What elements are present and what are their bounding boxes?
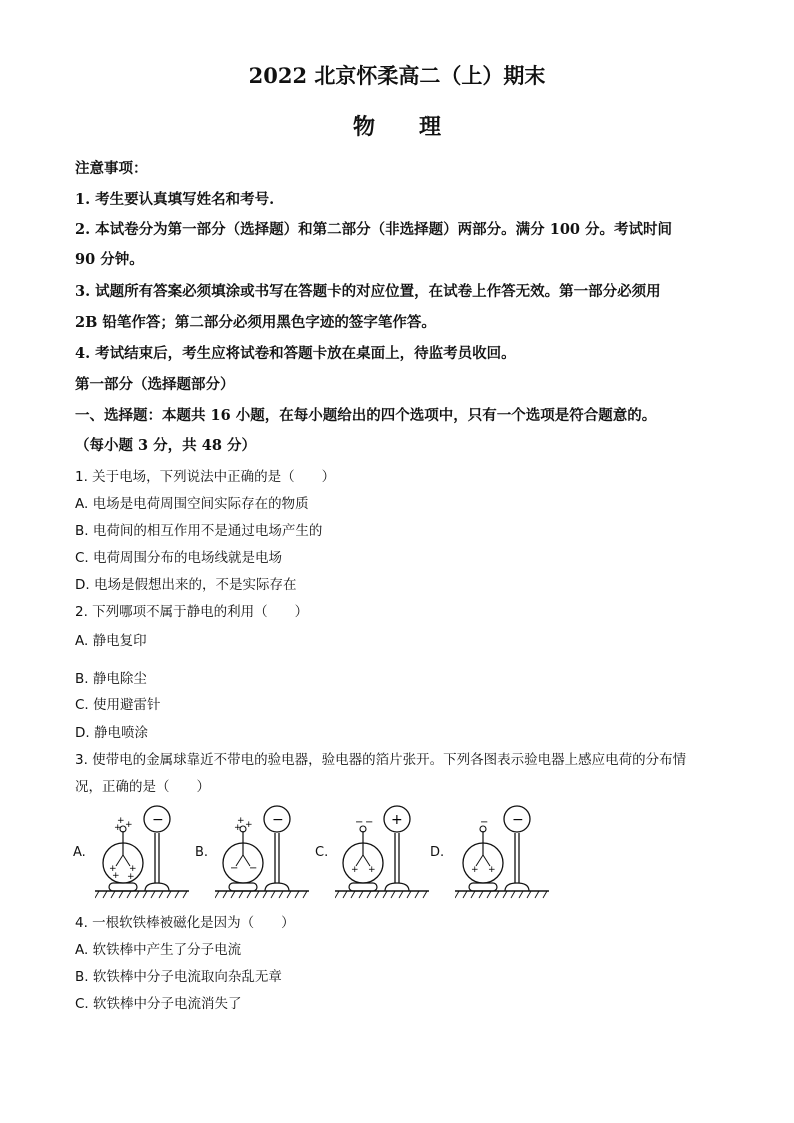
- svg-text:+: +: [488, 865, 496, 875]
- svg-text:+: +: [125, 820, 133, 830]
- svg-text:+: +: [368, 865, 376, 875]
- ball-charge-sign: −: [272, 812, 284, 828]
- figure-label-c: C.: [315, 845, 329, 860]
- electroscope-figure-b: [215, 803, 315, 907]
- notice-item: 1. 考生要认真填写姓名和考号.: [75, 191, 275, 208]
- option-c: C. 使用避雷针: [75, 697, 161, 713]
- notice-item: 90 分钟。: [75, 251, 144, 268]
- svg-text:+: +: [351, 865, 359, 875]
- svg-text:+: +: [234, 823, 242, 833]
- electroscope-figure-c: [335, 803, 435, 907]
- electroscope-figure-a: [95, 803, 195, 907]
- question-stem: 3. 使带电的金属球靠近不带电的验电器，验电器的箔片张开。下列各图表示验电器上感应电荷的分布情: [75, 752, 687, 768]
- ball-charge-sign: +: [391, 812, 403, 828]
- svg-text:−: −: [365, 817, 374, 828]
- question-stem: 2. 下列哪项不属于静电的利用（ ）: [75, 604, 309, 620]
- option-b: B. 静电除尘: [75, 671, 147, 687]
- notice-item: 4. 考试结束后，考生应将试卷和答题卡放在桌面上，待监考员收回。: [75, 345, 516, 362]
- notice-item: 3. 试题所有答案必须填涂或书写在答题卡的对应位置，在试卷上作答无效。第一部分必须用: [75, 283, 661, 300]
- svg-text:+: +: [112, 871, 120, 881]
- figure-label-a: A.: [73, 845, 86, 860]
- svg-text:+: +: [109, 864, 117, 874]
- option-b: B. 电荷间的相互作用不是通过电场产生的: [75, 523, 323, 539]
- svg-text:+: +: [129, 864, 137, 874]
- svg-text:+: +: [114, 823, 122, 833]
- exam-title: 2022 北京怀柔高二（上）期末: [248, 63, 546, 88]
- ball-charge-sign: −: [152, 812, 164, 828]
- question-stem: 4. 一根软铁棒被磁化是因为（ ）: [75, 915, 295, 931]
- svg-text:+: +: [237, 816, 245, 826]
- svg-text:+: +: [245, 820, 253, 830]
- notice-item: 2B 铅笔作答；第二部分必须用黑色字迹的签字笔作答。: [75, 314, 436, 331]
- svg-text:−: −: [480, 817, 489, 828]
- option-d: D. 电场是假想出来的，不是实际存在: [75, 577, 297, 593]
- svg-text:−: −: [355, 817, 364, 828]
- question-stem: 1. 关于电场，下列说法中正确的是（ ）: [75, 469, 336, 485]
- ball-charge-sign: −: [512, 812, 524, 828]
- option-d: D. 静电喷涂: [75, 725, 148, 741]
- svg-text:+: +: [127, 872, 135, 882]
- svg-text:−: −: [230, 863, 239, 874]
- option-a: A. 电场是电荷周围空间实际存在的物质: [75, 496, 309, 512]
- electroscope-figure-d: [455, 803, 555, 907]
- svg-text:−: −: [249, 863, 258, 874]
- option-c: C. 电荷周围分布的电场线就是电场: [75, 550, 283, 566]
- notice-heading: 注意事项：: [75, 160, 148, 177]
- svg-text:+: +: [117, 816, 125, 826]
- figure-label-b: B.: [195, 845, 209, 860]
- part-heading: 第一部分（选择题部分）: [75, 376, 235, 393]
- section-note: （每小题 3 分，共 48 分）: [75, 437, 256, 454]
- notice-item: 2. 本试卷分为第一部分（选择题）和第二部分（非选择题）两部分。满分 100 分。考试时间: [75, 221, 673, 238]
- option-c: C. 软铁棒中分子电流消失了: [75, 996, 242, 1012]
- question-stem-continued: 况，正确的是（ ）: [75, 779, 210, 795]
- option-b: B. 软铁棒中分子电流取向杂乱无章: [75, 969, 282, 985]
- section-title: 一、选择题：本题共 16 小题，在每小题给出的四个选项中，只有一个选项是符合题意的。: [75, 407, 657, 424]
- option-a: A. 静电复印: [75, 633, 147, 649]
- figure-label-d: D.: [430, 845, 445, 860]
- subject-title: 物 理: [352, 114, 441, 140]
- option-a: A. 软铁棒中产生了分子电流: [75, 942, 242, 958]
- svg-text:+: +: [471, 865, 479, 875]
